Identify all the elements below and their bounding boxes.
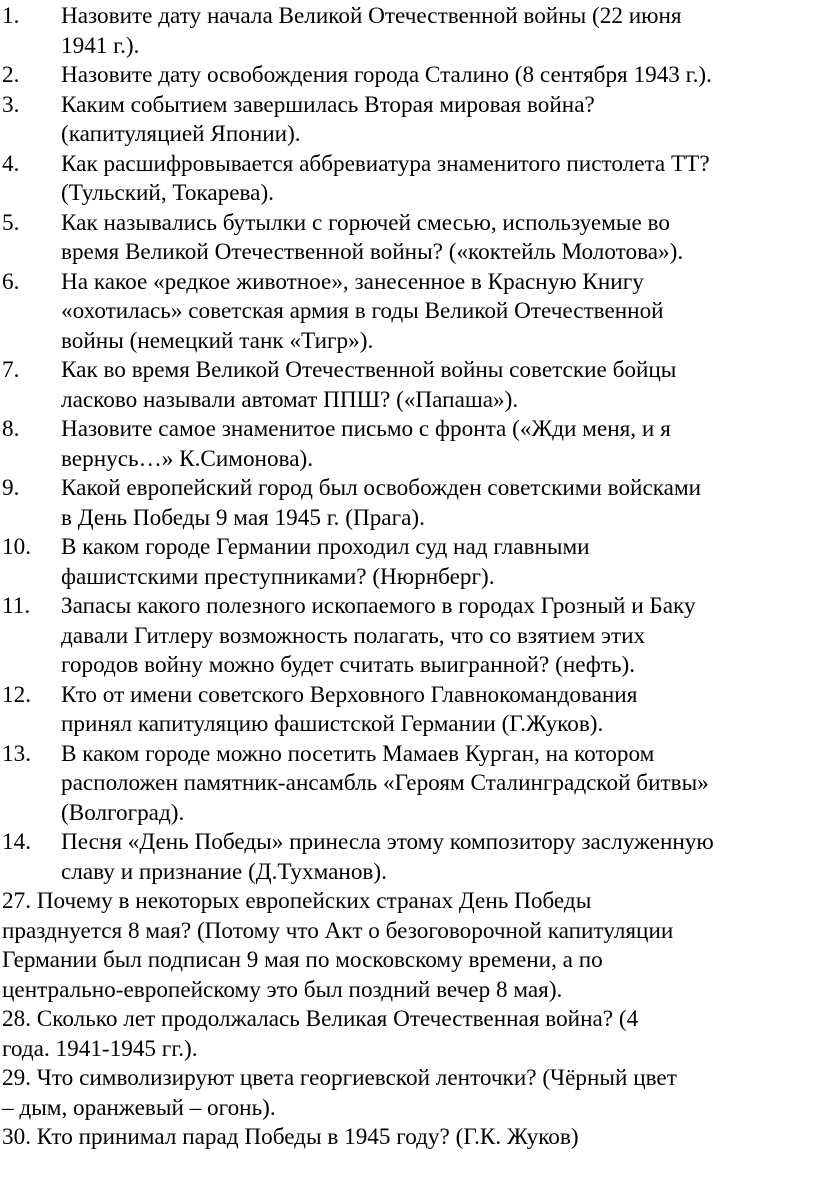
question-number: 13. (2, 740, 31, 767)
question-1 (2, 2, 816, 61)
question-8 (2, 415, 816, 474)
question-text-line: принял капитуляцию фашистской Германии (Г.Жуков). (61, 711, 604, 737)
question-text-line: Как во время Великой Отечественной войны советские бойцы (61, 357, 677, 383)
question-10 (2, 533, 816, 592)
question-text-line: Назовите дату начала Великой Отечественной войны (22 июня (61, 3, 682, 29)
question-text-line: Назовите самое знаменитое письмо с фронта («Жди меня, и я (61, 416, 671, 442)
question-text-line: На какое «редкое животное», занесенное в Красную Книгу (61, 268, 644, 295)
question-text-line: городов войну можно будет считать выигранной? (нефть). (61, 652, 636, 678)
question-text-line: 29. Что символизируют цвета георгиевской ленточки? (Чёрный цвет (2, 1065, 677, 1091)
question-text-line: «охотилась» советская армия в годы Великой Отечественной (61, 298, 664, 324)
question-text-line: Песня «День Победы» принесла этому композитору заслуженную (61, 829, 714, 855)
question-11 (2, 592, 816, 681)
question-text-line: центрально-европейскому это был поздний вечер 8 мая). (2, 976, 563, 1003)
question-number: 12. (2, 681, 31, 708)
question-text-line: В каком городе Германии проходил суд над главными (61, 534, 590, 560)
question-number: 7. (2, 357, 20, 383)
question-text-line: расположен памятник-ансамбль «Героям Сталинградской битвы» (61, 770, 709, 796)
question-number: 11. (2, 593, 31, 619)
question-6 (2, 268, 816, 357)
question-number: 2. (2, 62, 20, 88)
question-text-line: Как назывались бутылки с горючей смесью, используемые во (61, 209, 670, 236)
question-4 (2, 150, 816, 209)
question-2 (2, 61, 816, 91)
question-5 (2, 209, 816, 268)
question-number: 5. (2, 209, 20, 236)
question-number: 9. (2, 475, 20, 501)
question-text-line: Назовите дату освобождения города Сталино (8 сентября 1943 г.). (61, 62, 712, 88)
question-text-line: время Великой Отечественной войны? («коктейль Молотова»). (61, 239, 684, 265)
question-30 (2, 1123, 816, 1153)
question-text-line: – дым, оранжевый – огонь). (2, 1094, 276, 1121)
question-text-line: празднуется 8 мая? (Потому что Акт о безоговорочной капитуляции (2, 917, 674, 944)
question-text-line: славу и признание (Д.Тухманов). (61, 858, 387, 885)
question-text-line: войны (немецкий танк «Тигр»). (61, 327, 374, 354)
question-text-line: Германии был подписан 9 мая по московскому времени, а по (2, 947, 603, 973)
question-text-line: 30. Кто принимал парад Победы в 1945 году? (Г.К. Жуков) (2, 1124, 579, 1150)
question-9 (2, 474, 816, 533)
question-text-line: В каком городе можно посетить Мамаев Курган, на котором (61, 740, 655, 767)
question-text-line: (капитуляцией Японии). (61, 121, 301, 147)
question-14 (2, 828, 816, 887)
question-text-line: Как расшифровывается аббревиатура знаменитого пистолета ТТ? (61, 150, 710, 177)
question-12 (2, 681, 816, 740)
question-text-line: фашистскими преступниками? (Нюрнберг). (61, 563, 495, 590)
question-text-line: Запасы какого полезного ископаемого в городах Грозный и Баку (61, 593, 696, 619)
question-text-line: (Волгоград). (61, 799, 185, 826)
question-7 (2, 356, 816, 415)
question-29 (2, 1064, 816, 1123)
question-13 (2, 740, 816, 829)
question-27 (2, 887, 816, 1005)
question-number: 4. (2, 150, 20, 177)
question-3 (2, 91, 816, 150)
question-text-line: 27. Почему в некоторых европейских странах День Победы (2, 888, 592, 914)
question-number: 1. (2, 3, 20, 29)
question-number: 3. (2, 91, 20, 118)
question-text-line: Каким событием завершилась Вторая мировая война? (61, 91, 595, 118)
question-text-line: вернусь…» К.Симонова). (61, 445, 314, 472)
question-28 (2, 1005, 816, 1064)
question-text-line: 1941 г.). (61, 32, 140, 59)
question-text-line: в День Победы 9 мая 1945 г. (Прага). (61, 504, 425, 531)
question-number: 8. (2, 416, 20, 442)
question-text-line: Какой европейский город был освобожден советскими войсками (61, 475, 702, 501)
question-text-line: давали Гитлеру возможность полагать, что со взятием этих (61, 622, 646, 649)
question-number: 6. (2, 268, 20, 295)
question-number: 14. (2, 829, 31, 855)
question-number: 10. (2, 534, 31, 560)
question-text-line: ласково называли автомат ППШ? («Папаша»). (61, 386, 519, 413)
question-text-line: Кто от имени советского Верховного Главнокомандования (61, 681, 638, 708)
question-text-line: 28. Сколько лет продолжалась Великая Отечественная война? (4 (2, 1006, 639, 1032)
question-text-line: года. 1941-1945 гг.). (2, 1035, 198, 1062)
question-text-line: (Тульский, Токарева). (61, 180, 274, 206)
